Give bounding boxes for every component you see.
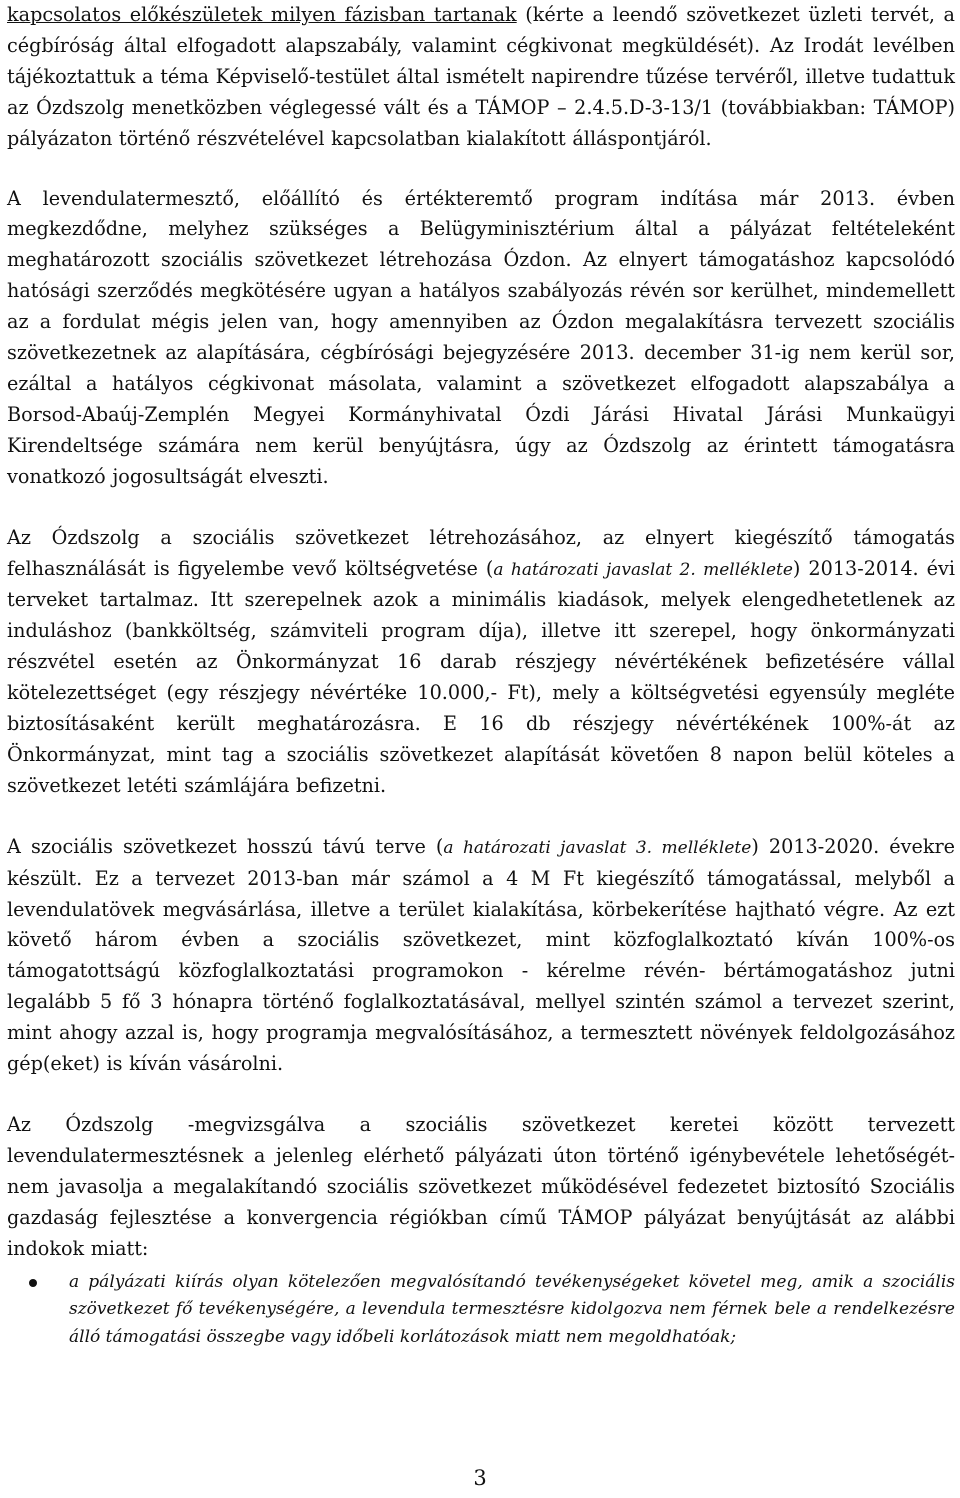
reasons-list bbox=[7, 1269, 955, 1352]
paragraph-text: ) 2013-2020. évekre készült. Ez a tervezet 2013-ban már számol a 4 M Ft kiegészítő támogatással, melyből a levendulatövek megvásárlása, illetve a terület kialakítása, körbekerítése hajtható végre. Az ezt követő három évben a szociális szövetkezet, mint közfoglalkoztató kíván 100%-os támogatottságú közfoglalkoztatási programokon - kérelme révén- bértámogatáshoz jutni legalább 5 fő 3 hónapra történő foglalkoztatásával, mellyel szintén számol a tervezet szerint, mint ahogy azzal is, hogy programja megvalósításához, a termesztett növények feldolgozásához gép(eket) is kíván vásárolni. bbox=[7, 834, 955, 1076]
paragraph-office-notification bbox=[7, 0, 955, 155]
document-page bbox=[7, 0, 955, 1352]
list-item-text: a pályázati kiírás olyan kötelezően megvalósítandó tevékenységeket követel meg, amik a szociális szövetkezet fő tevékenységére, a levendula termesztésre kidolgozva nem férnek bele a rendelkezésre álló támogatási összegbe vagy időbeli korlátozások miatt nem megoldhatóak; bbox=[69, 1271, 955, 1347]
paragraph-text: A szociális szövetkezet hosszú távú terve ( bbox=[7, 834, 444, 858]
paragraph-lavender-program: A levendulatermesztő, előállító és értékteremtő program indítása már 2013. évben megkezdődne, melyhez szükséges a Belügyminisztérium által a pályázat feltételeként meghatározott szociális szövetkezet létrehozása Ózdon. Az elnyert támogatáshoz kapcsolódó hatósági szerződés megkötésére ugyan a hatályos szabályozás révén sor kerülhet, mindemellett az a fordulat mégis jelen van, hogy amennyiben az Ózdon megalakításra tervezett szociális szövetkezetnek az alapítására, cégbírósági bejegyzésére 2013. december 31-ig nem kerül sor, ezáltal a hatályos cégkivonat másolata, valamint a szövetkezet elfogadott alapszabálya a Borsod-Abaúj-Zemplén Megyei Kormányhivatal Ózdi Járási Hivatal Járási Munkaügyi Kirendeltsége számára nem kerül benyújtásra, úgy az Ózdszolg az érintett támogatásra vonatkozó jogosultságát elveszti. bbox=[7, 186, 955, 488]
list-item bbox=[7, 1269, 955, 1352]
bullet-dot-icon bbox=[29, 1279, 37, 1287]
paragraph-recommendation: Az Ózdszolg -megvizsgálva a szociális szövetkezet keretei között tervezett levendulatermesztésnek a jelenleg elérhető pályázati úton történő igénybevétele lehetőségét- nem javasolja a megalakítandó szociális szövetkezet működésével fedezetet biztosító Szociális gazdaság fejlesztése a konvergencia régiókban című TÁMOP pályázat benyújtását az alábbi indokok miatt: bbox=[7, 1113, 955, 1260]
paragraph-long-term-plan bbox=[7, 832, 955, 1080]
annex-reference: a határozati javaslat 3. melléklete bbox=[443, 837, 752, 858]
paragraph-text: Az Ózdszolg a szociális szövetkezet létrehozásához, az elnyert kiegészítő támogatás felhasználását is figyelembe vevő költségvetése ( bbox=[7, 525, 955, 580]
underlined-lead-text: kapcsolatos előkészületek milyen fázisban tartanak bbox=[7, 3, 517, 26]
paragraph-text: ) 2013-2014. évi terveket tartalmaz. Itt szerepelnek azok a minimális kiadások, melyek elengedhetetlenek az induláshoz (bankköltség, számviteli program díja), illetve itt szerepel, hogy önkormányzati részvétel esetén az Önkormányzat 16 darab részjegy névértékének befizetésére vállal kötelezettséget (egy részjegy névértéke 10.000,- Ft), mely a költségvetési egyensúly megléte biztosításaként került meghatározásra. E 16 db részjegy névértékének 100%-át az Önkormányzat, mint tag a szociális szövetkezet alapítását követően 8 napon belül köteles a szövetkezet letéti számlájára befizetni. bbox=[7, 556, 955, 797]
page-number: 3 bbox=[473, 1466, 487, 1490]
paragraph-budget bbox=[7, 523, 955, 802]
paragraph-text: (kérte a leendő szövetkezet üzleti tervét, a cégbíróság által elfogadott alapszabály, valamint cégkivonat megküldését). Az Irodát levélben tájékoztattuk a téma Képviselő-testület által ismételt napirendre tűzése tervéről, illetve tudattuk az Ózdszolg menetközben véglegessé vált és a TÁMOP – 2.4.5.D-3-13/1 (továbbiakban: TÁMOP) pályázaton történő részvételével kapcsolatban kialakított álláspontjáról. bbox=[7, 3, 955, 150]
annex-reference: a határozati javaslat 2. melléklete bbox=[493, 559, 793, 580]
